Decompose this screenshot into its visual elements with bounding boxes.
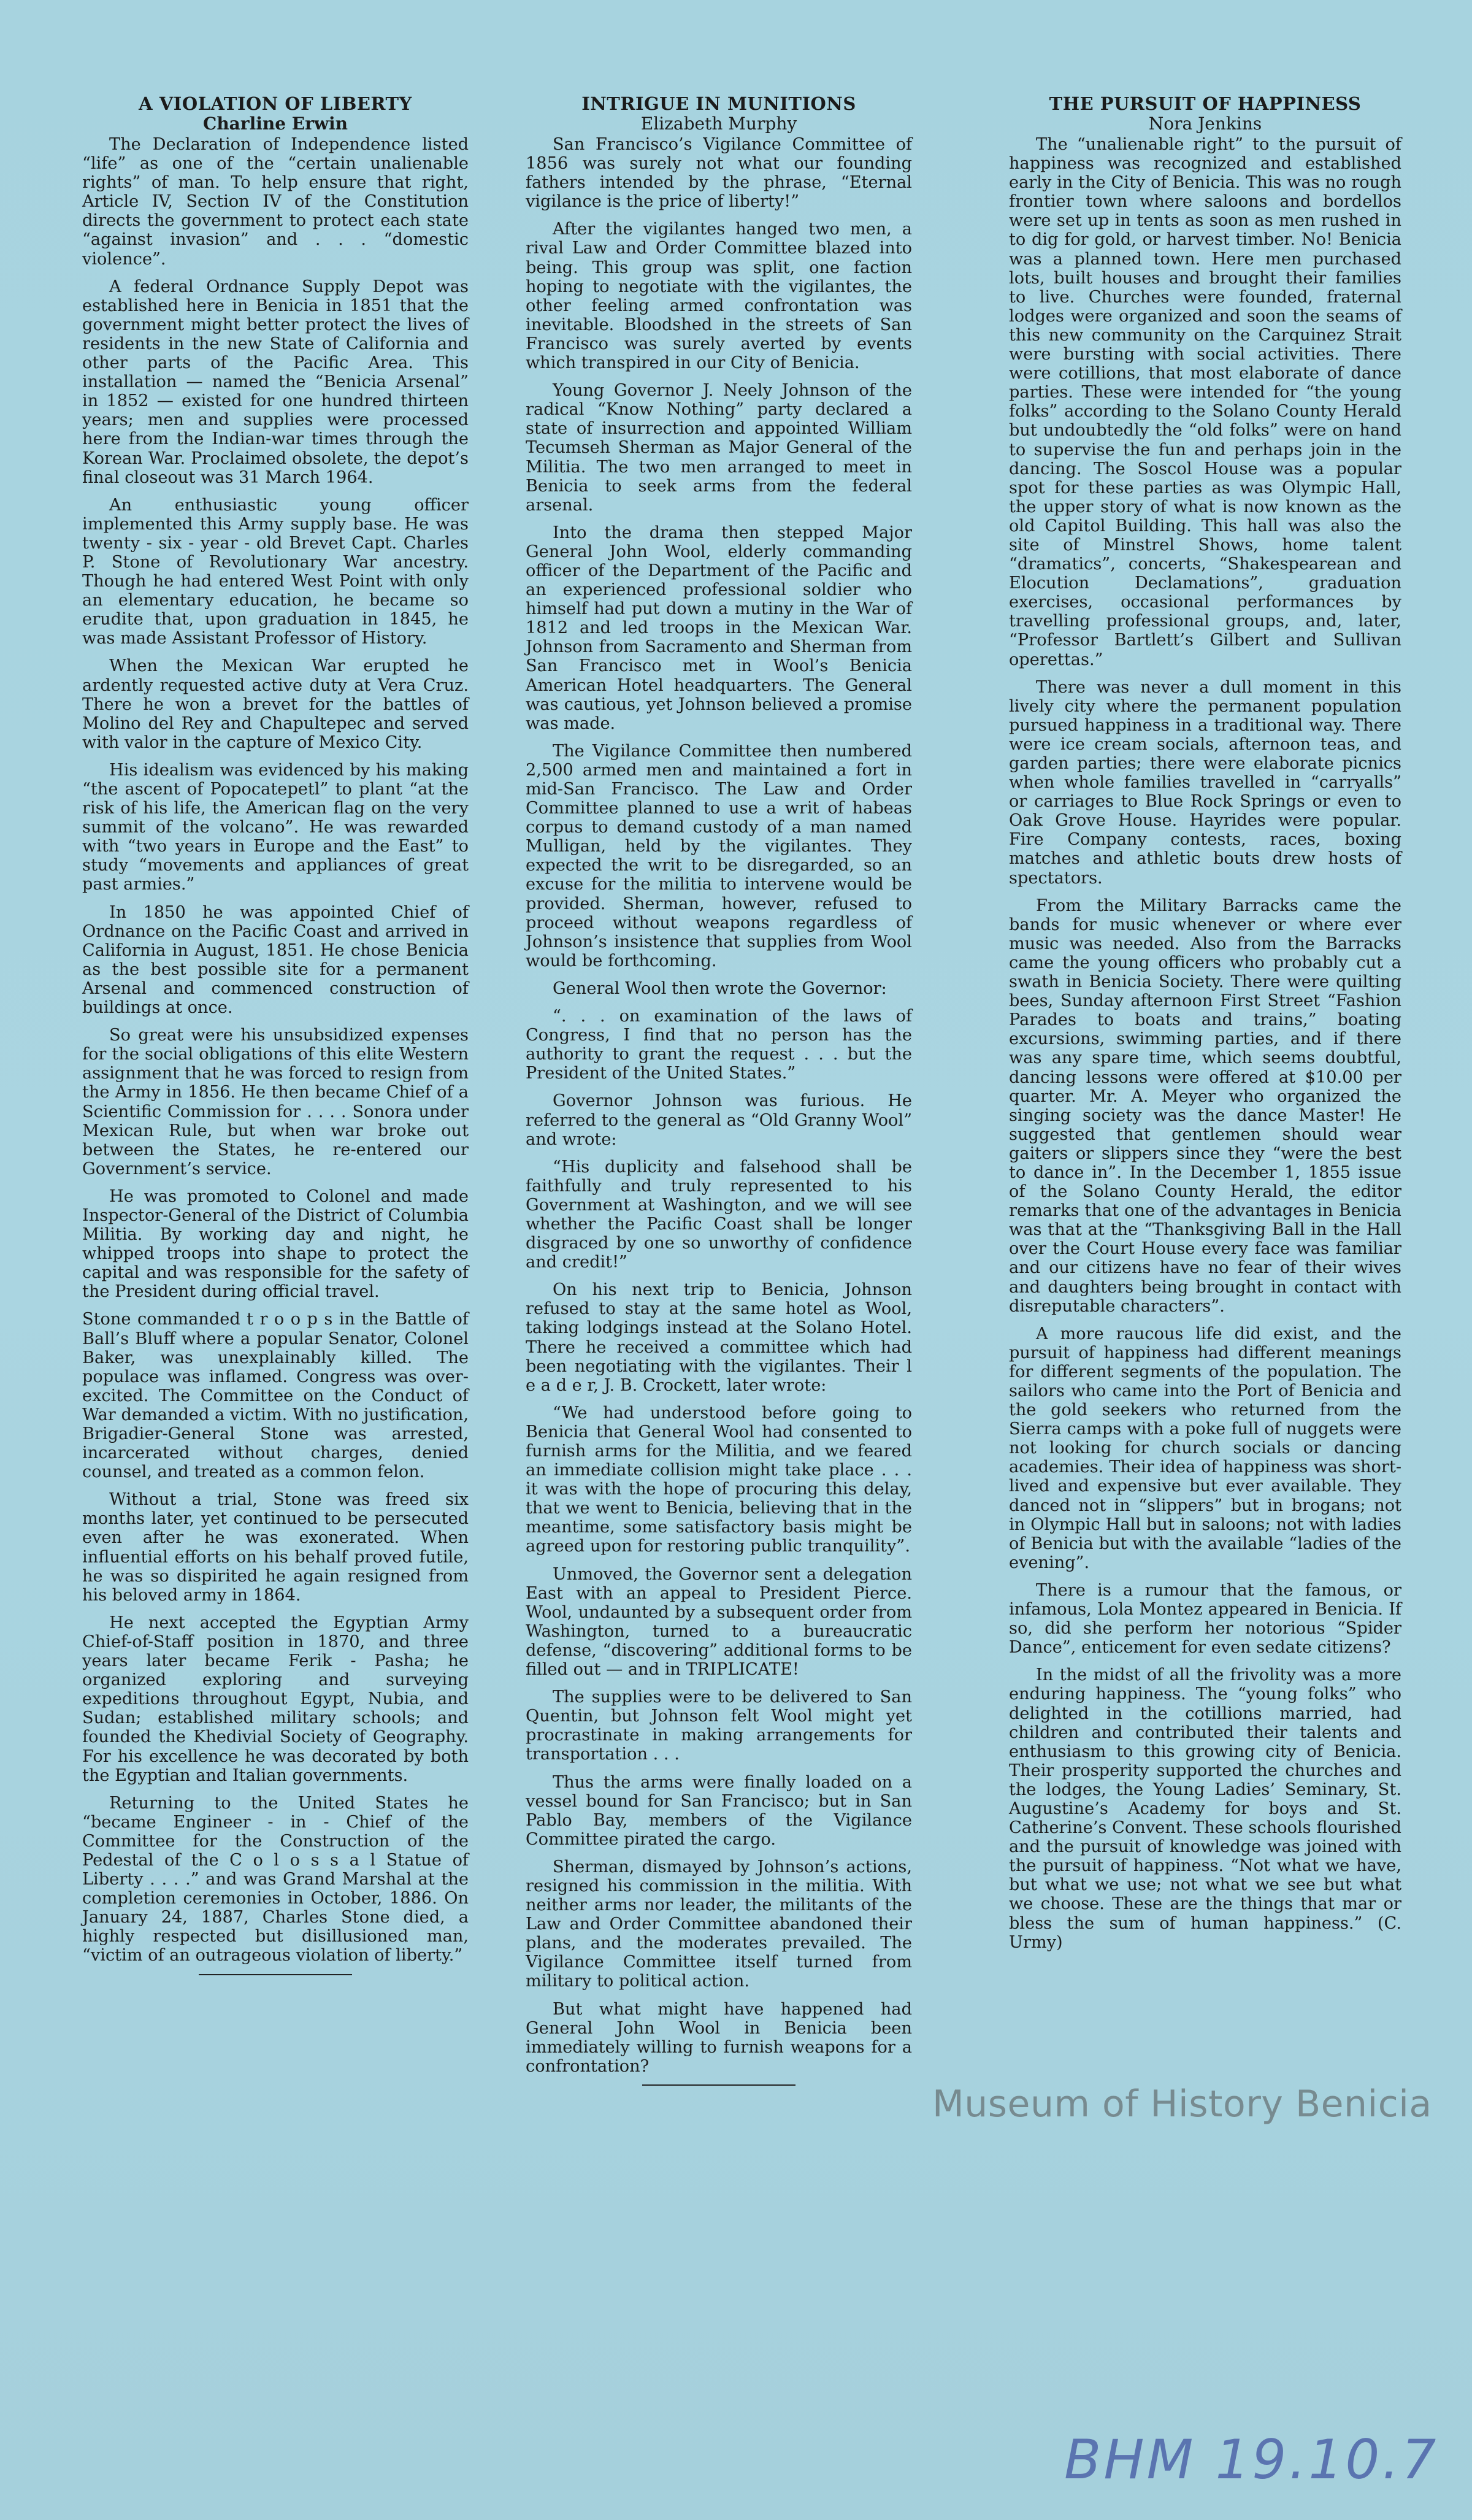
- article-paragraph: On his next trip to Benicia, Johnson refused to stay at the same hotel as Wool, taking lodgings instead at the Solano Hotel. There he received a committee which had been negotiating with the vigilantes. Their l e a d e r, J. B. Crockett, later wrote:: [526, 1280, 912, 1395]
- column-end-rule: [642, 2084, 795, 2086]
- article-author: Nora Jenkins: [1148, 113, 1262, 134]
- catalog-number-handwritten: BHM 19.10.7: [1064, 2428, 1439, 2491]
- article-paragraph: He next accepted the Egyptian Army Chief-of-Staff position in 1870, and three years later became Ferik - Pasha; he organized exploring and surveying expeditions throughout Egypt, Nubia, and Sudan; established military schools; and founded the Khedivial Society of Geography. For his excellence he was decorated by both the Egyptian and Italian governments.: [82, 1613, 469, 1785]
- article-paragraph: In the midst of all the frivolity was a more enduring happiness. The “young folks” who delighted in the cotillions married, had children and contributed their talents and enthusiasm to this growing city of Benicia. Their prosperity supported the churches and the lodges, the Young Ladies’ Seminary, St. Augustine’s Academy for boys and St. Catherine’s Convent. These schools flourished and the pursuit of knowledge was joined with the pursuit of happiness. “Not what we have, but what we use; not what we see but what we choose. These are the things that mar or bless the sum of human happiness.” (C. Urmy): [1009, 1665, 1401, 1952]
- article-title: THE PURSUIT OF HAPPINESS: [1049, 93, 1362, 114]
- article-paragraph: Young Governor J. Neely Johnson of the radical “Know Nothing” party declared a state of insurrection and appointed William Tecumseh Sherman as Major General of the Militia. The two men arranged to meet in Benicia to seek arms from the federal arsenal.: [526, 381, 912, 515]
- article-title: A VIOLATION OF LIBERTY: [139, 93, 412, 114]
- article-paragraph: Without a trial, Stone was freed six months later, yet continued to be persecuted even after he was exonerated. When influential efforts on his behalf proved futile, he was so dispirited he again resigned from his beloved army in 1864.: [82, 1490, 469, 1605]
- article-paragraph: In 1850 he was appointed Chief of Ordnance on the Pacific Coast and arrived in California in August, 1851. He chose Benicia as the best possible site for a permanent Arsenal and commenced construction of buildings at once.: [82, 902, 469, 1018]
- article-title: INTRIGUE IN MUNITIONS: [581, 93, 856, 114]
- article-paragraph: Thus the arms were finally loaded on a vessel bound for San Francisco; but in San Pablo Bay, members of the Vigilance Committee pirated the cargo.: [526, 1772, 912, 1849]
- article-paragraph: He was promoted to Colonel and made Inspector-General of the District of Columbia Militia. By working day and night, he whipped troops into shape to protect the capital and was responsible for the safety of the President during official travel.: [82, 1186, 469, 1302]
- article-paragraph: When the Mexican War erupted he ardently requested active duty at Vera Cruz. There he won a brevet for the battles of Molino del Rey and Chapultepec and served with valor in the capture of Mexico City.: [82, 656, 469, 752]
- article-author: Elizabeth Murphy: [640, 113, 797, 134]
- article-paragraph: A federal Ordnance Supply Depot was established here in Benicia in 1851 that the government might better protect the lives of residents in the new State of California and other parts of the Pacific Area. This installation — named the “Benicia Arsenal” in 1852 — existed for one hundred thirteen years; men and supplies were processed here from the Indian-war times through the Korean War. Proclaimed obsolete, the depot’s final closeout was 31 March 1964.: [82, 277, 469, 487]
- article-paragraph: So great were his unsubsidized expenses for the social obligations of this elite Western assignment that he was forced to resign from the Army in 1856. He then became Chief of a Scientific Commission for . . . . Sonora under Mexican Rule, but when war broke out between the States, he re-entered our Government’s service.: [82, 1026, 469, 1178]
- article-paragraph: The supplies were to be delivered to San Quentin, but Johnson felt Wool might yet procrastinate in making arrangements for transportation . . .: [526, 1688, 912, 1764]
- article-column-munitions: [526, 93, 912, 2086]
- article-paragraph: Governor Johnson was furious. He referred to the general as “Old Granny Wool” and wrote:: [526, 1091, 912, 1149]
- museum-watermark: Museum of History Benicia: [932, 2083, 1432, 2126]
- article-paragraph: His idealism was evidenced by his making “the ascent of Popocatepetl” to plant “at the risk of his life, the American flag on the very summit of the volcano”. He was rewarded with “two years in Europe and the East” to study “movements and appliances of great past armies.”: [82, 760, 469, 894]
- article-author: Charline Erwin: [203, 113, 348, 134]
- article-paragraph: A more raucous life did exist, and the pursuit of happiness had different meanings for different segments of the population. The sailors who came into the Port of Benicia and the gold seekers who returned from the Sierra camps with a poke full of nuggets were not looking for church socials or dancing academies. Their idea of happiness was short-lived and expensive but ever available. They danced not in “slippers” but in brogans; not in Olympic Hall but in saloons; not with ladies of Benicia but with the available “ladies of the evening”.: [1009, 1324, 1401, 1572]
- article-column-liberty: [82, 93, 469, 1975]
- article-column-happiness: [1009, 93, 1401, 1961]
- article-paragraph: Stone commanded t r o o p s in the Battle of Ball’s Bluff where a popular Senator, Colonel Baker, was unexplainably killed. The populace was inflamed. Congress was over-excited. The Committee on the Conduct of War demanded a victim. With no justification, Brigadier-General Stone was arrested, incarcerated without charges, denied counsel, and treated as a common felon.: [82, 1310, 469, 1482]
- article-paragraph: San Francisco’s Vigilance Committee of 1856 was surely not what our founding fathers intended by the phrase, “Eternal vigilance is the price of liberty!”: [526, 135, 912, 212]
- article-paragraph: Unmoved, the Governor sent a delegation East with an appeal to President Pierce. Wool, undaunted by a subsequent order from Washington, turned to a bureaucratic defense, “discovering” additional forms to be filled out — and in TRIPLICATE!: [526, 1564, 912, 1680]
- article-paragraph: Sherman, dismayed by Johnson’s actions, resigned his commission in the militia. With neither arms nor leader, the militants of the Law and Order Committee abandoned their plans, and the moderates prevailed. The Vigilance Committee itself turned from military to political action.: [526, 1857, 912, 1991]
- article-paragraph: There was never a dull moment in this lively city where the permanent population pursued happiness in a traditional way. There were ice cream socials, afternoon teas, and garden parties; there were elaborate picnics when whole families travelled in “carryalls” or carriages to Blue Rock Springs or even to Oak Grove House. Hayrides were popular. Fire Company contests, races, boxing matches and athletic bouts drew hosts of spectators.: [1009, 677, 1401, 888]
- article-paragraph: The “unalienable right” to the pursuit of happiness was recognized and established early in the City of Benicia. This was no rough frontier town where saloons and bordellos were set up in tents as soon as men rushed in to dig for gold, or harvest timber. No! Benicia was a planned town. Here men purchased lots, built houses and brought their families to live. Churches were founded, fraternal lodges were organized and soon the seams of this new community on the Carquinez Strait were bursting with social activities. There were cotillions, that most elaborate of dance parties. These were intended for “the young folks” according to the Solano County Herald but undoubtedly the “old folks” were on hand to supervise the fun and perhaps join in the dancing. The Soscol House was a popular spot for these parties as was Olympic Hall, the upper story of what is now known as the old Capitol Building. This hall was also the site of Minstrel Shows, home talent “dramatics”, concerts, “Shakespearean and Elocution Declamations”, graduation exercises, occasional performances by travelling professional groups, and, later, “Professor Bartlett’s Gilbert and Sullivan operettas.”: [1009, 135, 1401, 669]
- article-paragraph: General Wool then wrote the Governor:: [553, 978, 887, 998]
- article-paragraph: The Declaration of Independence listed “life” as one of the “certain unalienable rights” of man. To help ensure that right, Article IV, Section IV of the Constitution directs the government to protect each state “against invasion” and . . . “domestic violence”.: [82, 135, 469, 269]
- article-paragraph: But what might have happened had General John Wool in Benicia been immediately willing to furnish weapons for a confrontation?: [526, 1999, 912, 2076]
- article-paragraph: From the Military Barracks came the bands for music whenever or where ever music was needed. Also from the Barracks came the young officers who probably cut a swath in Benicia Society. There were quilting bees, Sunday afternoon First Street “Fashion Parades to boats and trains,” boating excursions, swimming parties, and if there was any spare time, which seems doubtful, dancing lessons were offered at $10.00 per quarter. Mr. A. Meyer who organized the singing society was the dance Master! He suggested that gentlemen should wear gaiters or slippers since they “were the best to dance in”. In the December 1, 1855 issue of the Solano County Herald, the editor remarks that one of the advantages in Benicia was that at the “Thanksgiving Ball in the Hall over the Court House every face was familiar and our citizens have no fear of their wives and daughters being brought in contact with disreputable characters”.: [1009, 896, 1401, 1316]
- article-quote: “His duplicity and falsehood shall be faithfully and truly represented to his Government at Washington, and we will see whether the Pacific Coast shall be longer disgraced by one so unworthy of confidence and credit!”: [526, 1157, 912, 1272]
- article-quote: “We had understood before going to Benicia that General Wool had consented to furnish arms for the Militia, and we feared an immediate collision might take place . . . it was with the hope of procuring this delay, that we went to Benicia, believing that in the meantime, some satisfactory basis might be agreed upon for restoring public tranquility”.: [526, 1403, 912, 1556]
- column-end-rule: [199, 1974, 352, 1975]
- article-paragraph: Returning to the United States he “became Engineer - in - Chief of the Committee for the Construction of the Pedestal of the C o l o s s a l Statue of Liberty . . . .” and was Grand Marshal at the completion ceremonies in October, 1886. On January 24, 1887, Charles Stone died, a highly respected but disillusioned man, “victim of an outrageous violation of liberty.”: [82, 1793, 469, 1965]
- article-quote: “. . . on examination of the laws of Congress, I find that no person has the authority to grant the request . . . but the President of the United States.”: [526, 1007, 912, 1083]
- article-paragraph: Into the drama then stepped Major General John Wool, elderly commanding officer of the Department of the Pacific and an experienced professional soldier who himself had put down a mutiny in the War of 1812 and led troops in the Mexican War. Johnson from Sacramento and Sherman from San Francisco met in Wool’s Benicia American Hotel headquarters. The General was cautious, yet Johnson believed a promise was made.: [526, 523, 912, 733]
- article-paragraph: There is a rumour that the famous, or infamous, Lola Montez appeared in Benicia. If so, did she perform her notorious “Spider Dance”, enticement for even sedate citizens?: [1009, 1580, 1401, 1658]
- article-paragraph: After the vigilantes hanged two men, a rival Law and Order Committee blazed into being. This group was split, one faction hoping to negotiate with the vigilantes, the other feeling armed confrontation was inevitable. Bloodshed in the streets of San Francisco was surely averted by events which transpired in our City of Benicia.: [526, 220, 912, 373]
- article-paragraph: An enthusiastic young officer implemented this Army supply base. He was twenty - six - year - old Brevet Capt. Charles P. Stone of Revolutionary War ancestry. Though he had entered West Point with only an elementary education, he became so erudite that, upon graduation in 1845, he was made Assistant Professor of History.: [82, 495, 469, 648]
- article-paragraph: The Vigilance Committee then numbered 2,500 armed men and maintained a fort in mid-San Francisco. The Law and Order Committee planned to use a writ of habeas corpus to demand custody of a man named Mulligan, held by the vigilantes. They expected the writ to be disregarded, so an excuse for the militia to intervene would be provided. Sherman, however, refused to proceed without weapons regardless of Johnson’s insistence that supplies from Wool would be forthcoming.: [526, 741, 912, 970]
